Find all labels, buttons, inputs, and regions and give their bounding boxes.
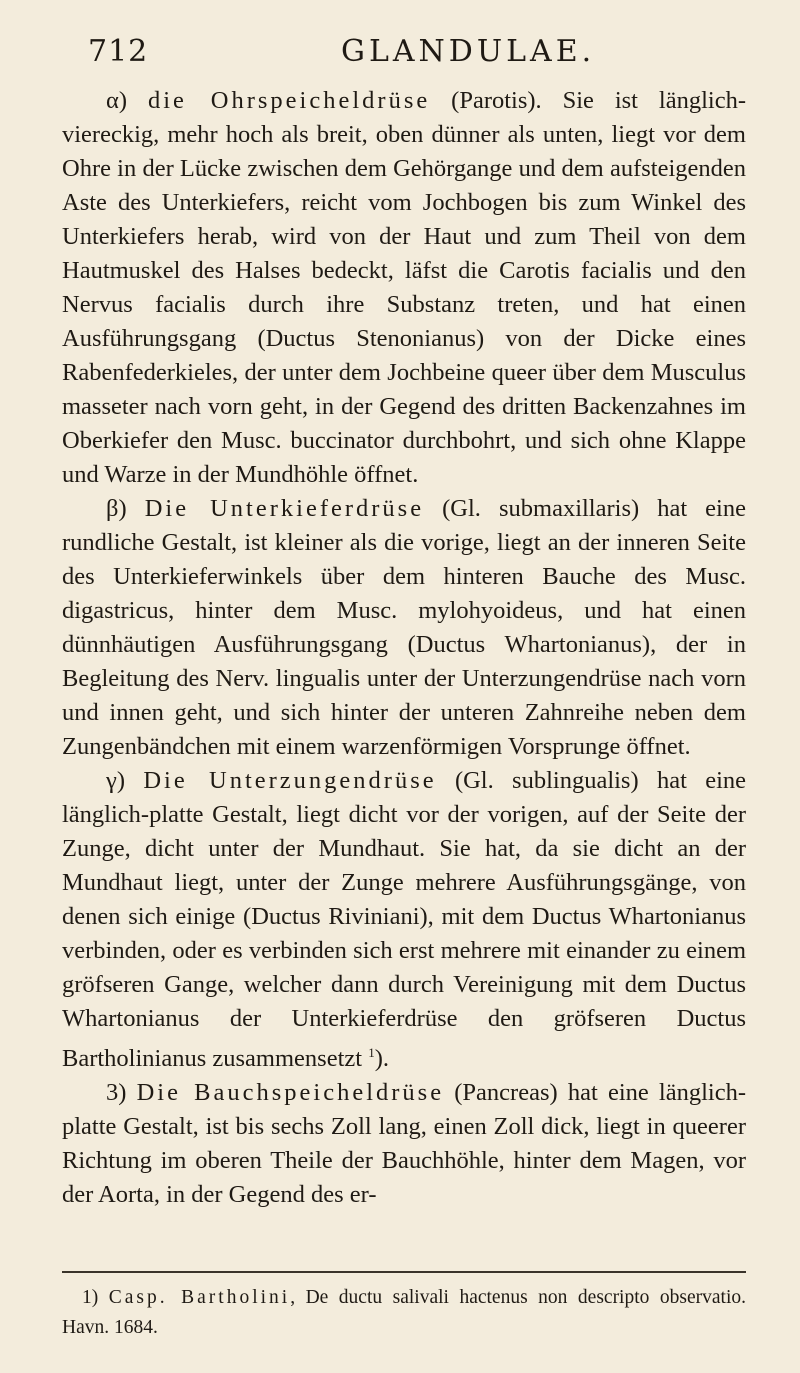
paragraph-alpha — [62, 84, 746, 492]
paragraph-text: (Pancreas) hat eine länglich-platte Gestalt, ist bis sechs Zoll lang, einen Zoll dick, liegt in queerer Richtung im oberen Theile der Bauchhöhle, hinter dem Magen, vor der Aorta, in der Gegend des er- — [62, 1079, 746, 1209]
footnote-text: , De ductu salivali hactenus non descripto observatio. Havn. 1684. — [62, 1287, 746, 1338]
term-unterkieferdruese: Die Unterkieferdrüse — [144, 495, 425, 522]
running-title: GLANDULAE. — [341, 34, 596, 69]
term-bauchspeicheldruese: Die Bauchspeicheldrüse — [136, 1079, 445, 1107]
paragraph-text: (Gl. sublingualis) hat eine länglich-platte Gestalt, liegt dicht vor der vorigen, auf der Seite der Zunge, dicht unter der Mundhaut. Sie hat, da sie dicht an der Mundhaut liegt, unter der Zunge mehrere Ausführungsgänge, von denen sich einige (Ductus Riviniani), mit dem Ductus Whartonianus verbinden, oder es verbinden sich erst mehrere mit einander zu einem gröfseren Gange, welcher dann durch Vereinigung mit dem Ductus Whartonianus der Unterkieferdrüse den gröfseren Ductus Bartholinianus zusammensetzt — [62, 767, 746, 1073]
paragraph-text: (Gl. submaxillaris) hat eine rundliche Gestalt, ist kleiner als die vorige, liegt an der inneren Seite des Unterkieferwinkels über dem hinteren Bauche des Musc. digastricus, hinter dem Musc. mylohyoideus, und hat einen dünnhäutigen Ausführungsgang (Ductus Whartonianus), der in Begleitung des Nerv. lingualis unter der Unterzungendrüse nach vorn und innen geht, und sich hinter der unteren Zahnreihe neben dem Zungenbändchen mit einem warzenförmigen Vorsprunge öffnet. — [62, 495, 746, 760]
term-ohrspeicheldruese: die Ohrspeicheldrüse — [147, 87, 431, 114]
body-text — [62, 84, 746, 1212]
footnote-author: Casp. Bartholini — [108, 1287, 291, 1308]
footnote-divider — [62, 1271, 746, 1273]
paragraph-gamma — [62, 764, 746, 1076]
footnote — [62, 1283, 746, 1343]
paragraph-marker: γ) — [106, 767, 125, 794]
paragraph-text: (Parotis). Sie ist länglich-viereckig, mehr hoch als breit, oben dünner als unten, liegt vor dem Ohre in der Lücke zwischen dem Gehörgange und dem aufsteigenden Aste des Unterkiefers, reicht vom Jochbogen bis zum Winkel des Unterkiefers herab, wird von der Haut und zum Theil von dem Hautmuskel des Halses bedeckt, läfst die Carotis facialis und den Nervus facialis durch ihre Substanz treten, und hat einen Ausführungsgang (Ductus Stenonianus) von der Dicke eines Rabenfederkieles, der unter dem Jochbeine queer über dem Musculus masseter nach vorn geht, in der Gegend des dritten Backenzahnes im Oberkiefer den Musc. buccinator durchbohrt, und sich ohne Klappe und Warze in der Mundhöhle öffnet. — [62, 87, 747, 488]
paragraph-three — [62, 1076, 746, 1212]
page-number: 712 — [88, 34, 149, 69]
paragraph-text-end: ). — [374, 1045, 389, 1073]
page-header — [88, 30, 740, 76]
paragraph-marker: β) — [106, 495, 127, 522]
term-unterzungendruese: Die Unterzungendrüse — [143, 767, 437, 794]
paragraph-marker: 3) — [106, 1079, 127, 1107]
paragraph-marker: α) — [106, 87, 127, 114]
footnote-reference[interactable]: 1 — [368, 1045, 375, 1060]
paragraph-beta — [62, 492, 746, 764]
footnote-marker: 1) — [82, 1287, 99, 1308]
